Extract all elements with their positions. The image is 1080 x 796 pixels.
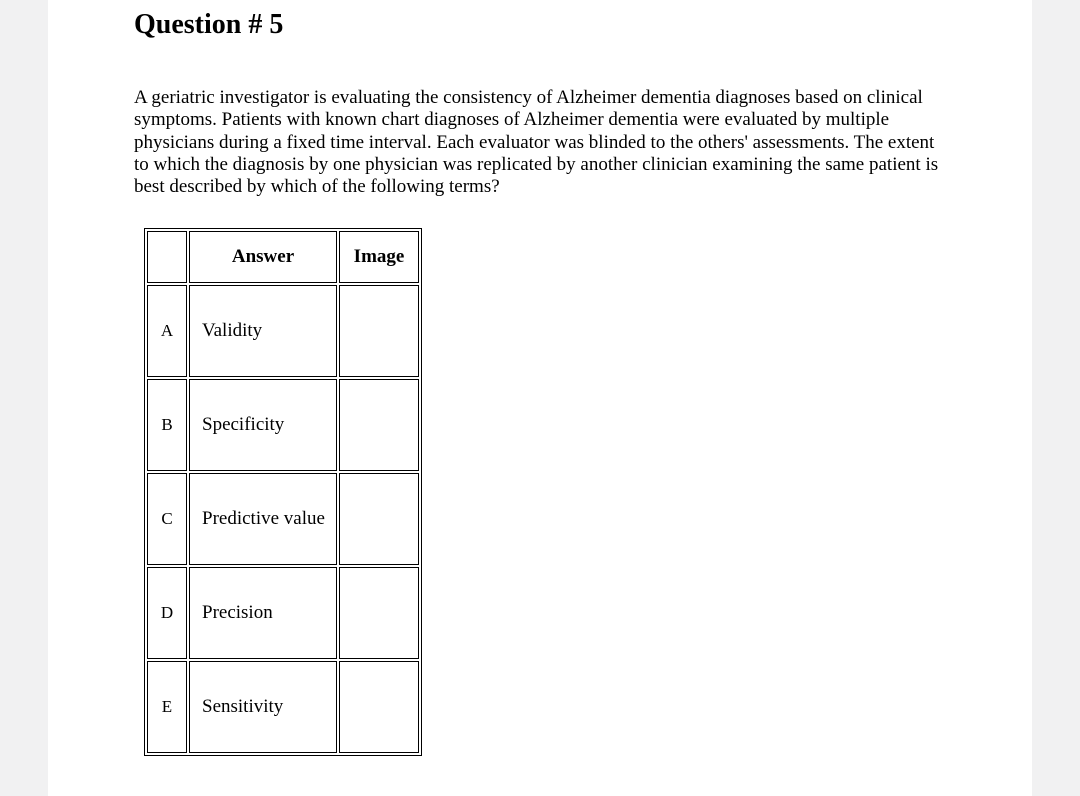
option-letter: B [147, 379, 187, 471]
header-answer-cell: Answer [189, 231, 337, 283]
answer-row-e[interactable] [147, 661, 419, 753]
header-image-cell: Image [339, 231, 419, 283]
option-letter: D [147, 567, 187, 659]
answer-table [144, 228, 422, 756]
answer-row-c[interactable] [147, 473, 419, 565]
option-answer-text: Precision [189, 567, 337, 659]
option-image-cell [339, 285, 419, 377]
answer-row-b[interactable] [147, 379, 419, 471]
option-answer-text: Predictive value [189, 473, 337, 565]
option-image-cell [339, 567, 419, 659]
question-stem: A geriatric investigator is evaluating the consistency of Alzheimer dementia diagnoses based on clinical symptoms. Patients with known chart diagnoses of Alzheimer dementia were evaluated by multiple physicians during a fixed time interval. Each evaluator was blinded to the others' assessments. The extent to which the diagnosis by one physician was replicated by another clinician examining the same patient is best described by which of the following terms? [134, 87, 939, 198]
header-letter-cell [147, 231, 187, 283]
answer-row-d[interactable] [147, 567, 419, 659]
option-image-cell [339, 473, 419, 565]
option-letter: A [147, 285, 187, 377]
answer-table-header-row [147, 231, 419, 283]
option-answer-text: Specificity [189, 379, 337, 471]
answer-row-a[interactable] [147, 285, 419, 377]
option-image-cell [339, 661, 419, 753]
option-image-cell [339, 379, 419, 471]
question-title: Question # 5 [134, 9, 284, 40]
option-letter: C [147, 473, 187, 565]
option-answer-text: Validity [189, 285, 337, 377]
option-answer-text: Sensitivity [189, 661, 337, 753]
option-letter: E [147, 661, 187, 753]
document-page [48, 0, 1032, 796]
